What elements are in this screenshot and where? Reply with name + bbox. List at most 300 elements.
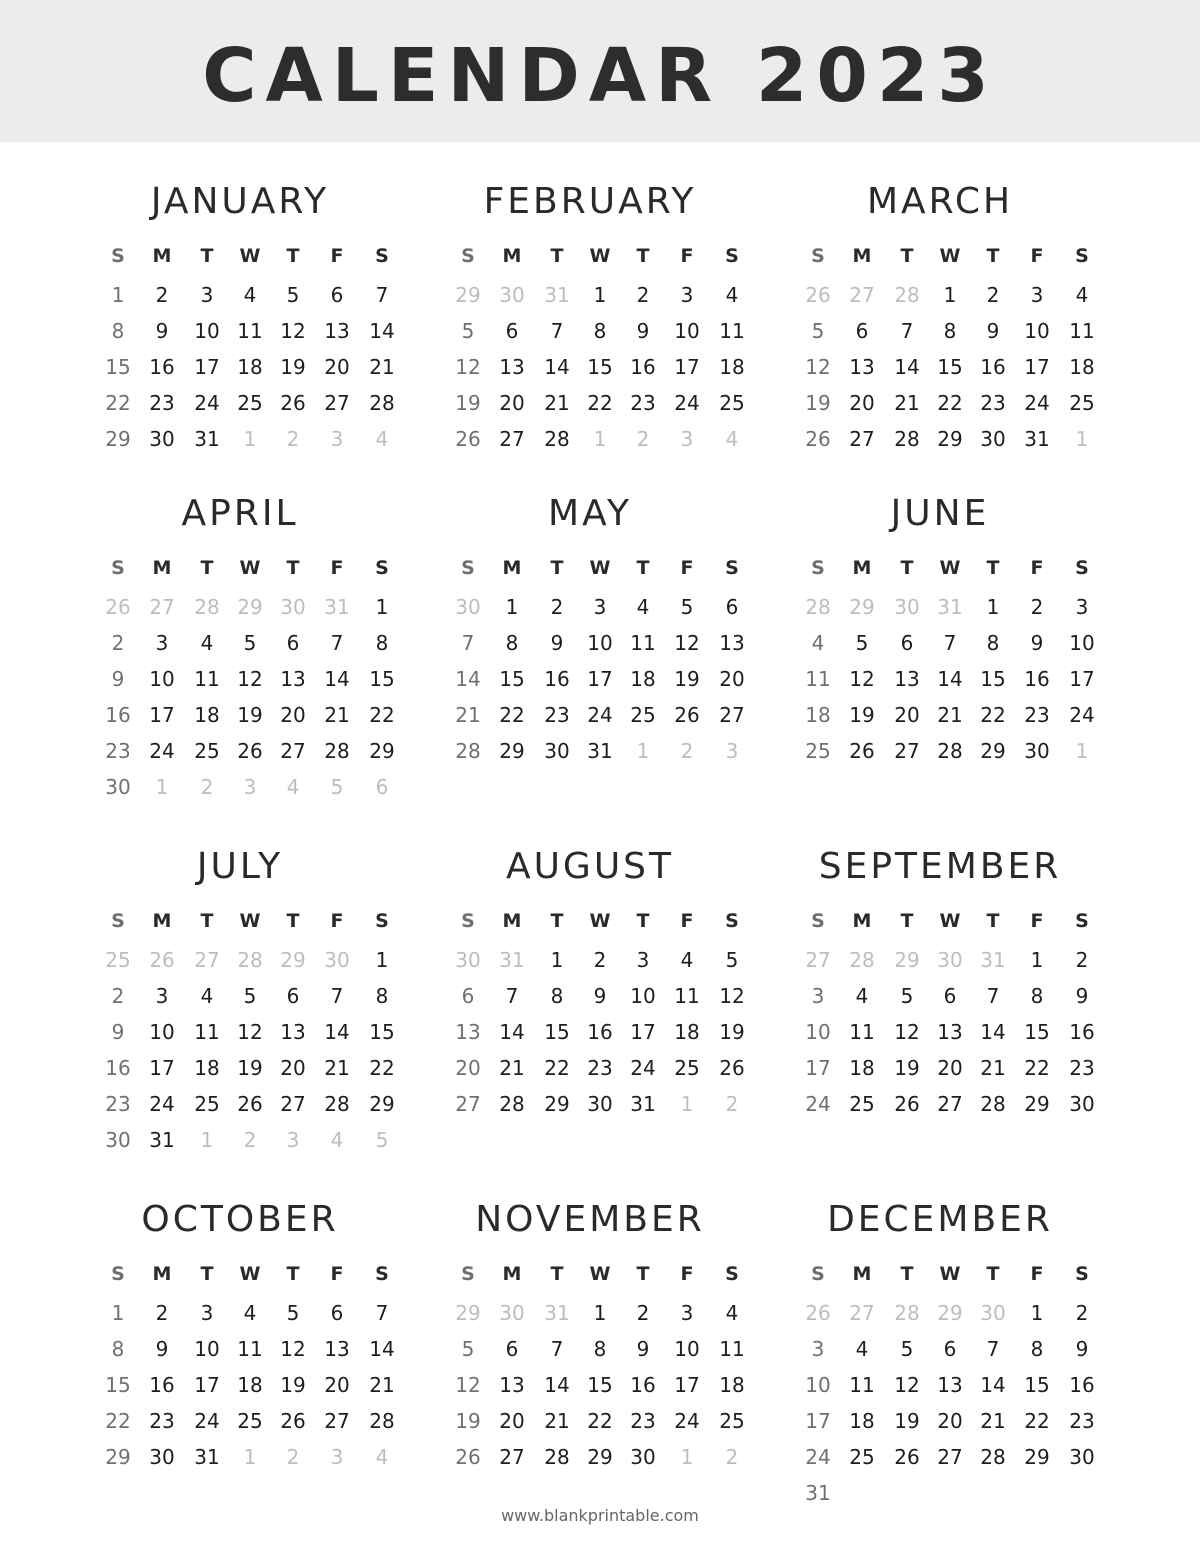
day-cell: 30 [630,1445,656,1469]
day-cell: 23 [980,391,1006,415]
month-name: APRIL [181,493,299,534]
month-name: FEBRUARY [483,181,697,222]
adjacent-month-day: 29 [937,1301,963,1325]
day-cell: 1 [111,283,125,307]
day-cell: 7 [986,984,1000,1008]
day-cell: 10 [674,1337,700,1361]
weekday-header: F [1030,557,1044,579]
day-cell: 10 [674,319,700,343]
month-february [430,180,750,500]
month-january [80,180,400,500]
adjacent-month-day: 28 [237,948,263,972]
month-may [430,492,750,812]
weekday-header: S [375,910,389,932]
day-cell: 30 [544,739,570,763]
day-cell: 13 [937,1373,963,1397]
month-december [780,1198,1100,1518]
day-cell: 8 [1030,984,1044,1008]
day-cell: 28 [937,739,963,763]
day-cell: 25 [849,1445,875,1469]
weekday-header: M [502,910,522,932]
weekday-header: W [589,910,611,932]
day-cell: 19 [719,1020,745,1044]
day-cell: 28 [544,1445,570,1469]
day-cell: 9 [593,984,607,1008]
day-cell: 8 [375,631,389,655]
weekday-header: S [811,557,825,579]
day-cell: 23 [1024,703,1050,727]
day-cell: 2 [636,1301,650,1325]
day-cell: 3 [636,948,650,972]
month-march [780,180,1100,500]
day-cell: 28 [324,1092,350,1116]
day-cell: 31 [587,739,613,763]
day-cell: 18 [719,1373,745,1397]
day-cell: 29 [499,739,525,763]
day-cell: 29 [1024,1092,1050,1116]
day-cell: 24 [805,1445,831,1469]
weekday-header: F [680,245,694,267]
adjacent-month-day: 5 [330,775,344,799]
day-cell: 20 [324,355,350,379]
day-cell: 17 [805,1056,831,1080]
day-cell: 20 [849,391,875,415]
adjacent-month-day: 28 [894,1301,920,1325]
day-cell: 24 [1069,703,1095,727]
day-cell: 1 [550,948,564,972]
day-cell: 12 [455,355,481,379]
day-cell: 16 [1069,1020,1095,1044]
weekday-header: T [550,557,564,579]
day-cell: 26 [805,427,831,451]
day-cell: 28 [980,1445,1006,1469]
day-cell: 2 [550,595,564,619]
day-cell: 3 [200,283,214,307]
day-cell: 25 [194,1092,220,1116]
month-name: DECEMBER [827,1199,1053,1240]
day-cell: 13 [455,1020,481,1044]
day-cell: 23 [105,739,131,763]
day-cell: 10 [805,1373,831,1397]
adjacent-month-day: 31 [544,1301,570,1325]
day-cell: 21 [369,355,395,379]
day-cell: 7 [330,631,344,655]
day-cell: 4 [1075,283,1089,307]
day-cell: 16 [587,1020,613,1044]
day-cell: 13 [849,355,875,379]
day-cell: 15 [587,1373,613,1397]
day-cell: 7 [986,1337,1000,1361]
day-cell: 31 [194,1445,220,1469]
day-cell: 15 [105,355,131,379]
weekday-header: W [589,245,611,267]
day-cell: 14 [369,319,395,343]
day-cell: 23 [630,1409,656,1433]
day-cell: 11 [674,984,700,1008]
day-cell: 22 [1024,1056,1050,1080]
weekday-header: T [200,910,214,932]
day-cell: 8 [1030,1337,1044,1361]
day-cell: 1 [375,595,389,619]
day-cell: 29 [587,1445,613,1469]
day-cell: 2 [1075,948,1089,972]
day-cell: 29 [937,427,963,451]
day-cell: 18 [237,355,263,379]
weekday-header: T [200,245,214,267]
day-cell: 13 [894,667,920,691]
day-cell: 30 [1069,1445,1095,1469]
adjacent-month-day: 28 [805,595,831,619]
day-cell: 26 [849,739,875,763]
day-cell: 25 [237,391,263,415]
day-cell: 12 [674,631,700,655]
day-cell: 26 [237,739,263,763]
day-cell: 16 [149,355,175,379]
adjacent-month-day: 30 [937,948,963,972]
weekday-header: F [1030,1263,1044,1285]
day-cell: 21 [544,391,570,415]
day-cell: 16 [544,667,570,691]
day-cell: 12 [280,319,306,343]
adjacent-month-day: 27 [849,283,875,307]
adjacent-month-day: 5 [375,1128,389,1152]
day-cell: 16 [980,355,1006,379]
day-cell: 29 [369,739,395,763]
day-cell: 13 [719,631,745,655]
weekday-header: F [680,557,694,579]
weekday-header: T [986,245,1000,267]
weekday-header: M [852,1263,872,1285]
weekday-header: S [111,910,125,932]
adjacent-month-day: 1 [680,1445,694,1469]
adjacent-month-day: 25 [105,948,131,972]
day-cell: 25 [194,739,220,763]
day-cell: 19 [805,391,831,415]
weekday-header: S [111,245,125,267]
day-cell: 15 [105,1373,131,1397]
adjacent-month-day: 2 [286,427,300,451]
day-cell: 30 [105,1128,131,1152]
day-cell: 22 [544,1056,570,1080]
day-cell: 22 [369,1056,395,1080]
adjacent-month-day: 29 [455,1301,481,1325]
day-cell: 27 [280,739,306,763]
weekday-header: F [1030,910,1044,932]
weekday-header: S [375,557,389,579]
day-cell: 14 [894,355,920,379]
adjacent-month-day: 4 [725,427,739,451]
day-cell: 31 [1024,427,1050,451]
day-cell: 4 [725,1301,739,1325]
adjacent-month-day: 1 [155,775,169,799]
adjacent-month-day: 30 [455,595,481,619]
day-cell: 19 [280,1373,306,1397]
day-cell: 13 [937,1020,963,1044]
day-cell: 25 [719,391,745,415]
day-cell: 6 [286,984,300,1008]
day-cell: 10 [805,1020,831,1044]
weekday-header: M [852,910,872,932]
adjacent-month-day: 30 [324,948,350,972]
day-cell: 21 [499,1056,525,1080]
day-cell: 26 [455,1445,481,1469]
day-cell: 23 [587,1056,613,1080]
day-cell: 18 [849,1409,875,1433]
day-cell: 2 [155,283,169,307]
day-cell: 14 [324,1020,350,1044]
day-cell: 15 [1024,1020,1050,1044]
day-cell: 9 [111,1020,125,1044]
weekday-header: T [550,1263,564,1285]
day-cell: 16 [630,1373,656,1397]
weekday-header: W [239,557,261,579]
adjacent-month-day: 26 [805,1301,831,1325]
day-cell: 18 [805,703,831,727]
day-cell: 12 [805,355,831,379]
day-cell: 19 [455,391,481,415]
day-cell: 26 [719,1056,745,1080]
day-cell: 6 [505,319,519,343]
day-cell: 4 [200,631,214,655]
weekday-header: S [461,557,475,579]
adjacent-month-day: 29 [455,283,481,307]
weekday-header: T [636,1263,650,1285]
adjacent-month-day: 31 [980,948,1006,972]
adjacent-month-day: 27 [849,1301,875,1325]
day-cell: 5 [855,631,869,655]
adjacent-month-day: 28 [894,283,920,307]
day-cell: 3 [1030,283,1044,307]
day-cell: 8 [593,1337,607,1361]
adjacent-month-day: 1 [593,427,607,451]
day-cell: 27 [324,391,350,415]
weekday-header: T [900,245,914,267]
day-cell: 14 [980,1020,1006,1044]
day-cell: 23 [630,391,656,415]
day-cell: 6 [461,984,475,1008]
day-cell: 6 [900,631,914,655]
day-cell: 17 [1024,355,1050,379]
day-cell: 27 [499,427,525,451]
weekday-header: T [900,557,914,579]
day-cell: 20 [719,667,745,691]
day-cell: 17 [194,355,220,379]
day-cell: 11 [719,319,745,343]
day-cell: 9 [1030,631,1044,655]
weekday-header: W [239,910,261,932]
adjacent-month-day: 30 [499,1301,525,1325]
day-cell: 22 [105,391,131,415]
day-cell: 23 [544,703,570,727]
day-cell: 16 [1069,1373,1095,1397]
month-name: SEPTEMBER [818,846,1062,887]
day-cell: 22 [369,703,395,727]
weekday-header: S [811,910,825,932]
weekday-header: M [152,245,172,267]
day-cell: 6 [725,595,739,619]
day-cell: 11 [719,1337,745,1361]
day-cell: 28 [324,739,350,763]
day-cell: 2 [593,948,607,972]
day-cell: 17 [149,703,175,727]
adjacent-month-day: 4 [375,427,389,451]
weekday-header: F [330,910,344,932]
adjacent-month-day: 1 [200,1128,214,1152]
month-november [430,1198,750,1518]
day-cell: 22 [980,703,1006,727]
weekday-header: T [636,910,650,932]
day-cell: 17 [149,1056,175,1080]
day-cell: 7 [550,1337,564,1361]
day-cell: 10 [630,984,656,1008]
day-cell: 22 [1024,1409,1050,1433]
day-cell: 2 [1075,1301,1089,1325]
day-cell: 5 [286,283,300,307]
day-cell: 19 [237,703,263,727]
adjacent-month-day: 3 [243,775,257,799]
weekday-header: F [1030,245,1044,267]
adjacent-month-day: 2 [243,1128,257,1152]
day-cell: 21 [324,703,350,727]
day-cell: 6 [943,1337,957,1361]
weekday-header: F [330,245,344,267]
day-cell: 5 [461,319,475,343]
day-cell: 1 [505,595,519,619]
weekday-header: T [286,1263,300,1285]
day-cell: 13 [280,667,306,691]
weekday-header: T [200,1263,214,1285]
day-cell: 17 [674,355,700,379]
day-cell: 9 [1075,1337,1089,1361]
day-cell: 28 [369,391,395,415]
day-cell: 28 [980,1092,1006,1116]
day-cell: 18 [194,703,220,727]
day-cell: 2 [1030,595,1044,619]
day-cell: 20 [499,1409,525,1433]
weekday-header: W [939,557,961,579]
day-cell: 28 [544,427,570,451]
day-cell: 25 [630,703,656,727]
adjacent-month-day: 31 [499,948,525,972]
day-cell: 3 [155,984,169,1008]
adjacent-month-day: 30 [499,283,525,307]
day-cell: 13 [499,1373,525,1397]
day-cell: 3 [811,984,825,1008]
weekday-header: S [375,1263,389,1285]
day-cell: 18 [674,1020,700,1044]
weekday-header: S [811,245,825,267]
day-cell: 4 [200,984,214,1008]
day-cell: 20 [324,1373,350,1397]
day-cell: 7 [900,319,914,343]
day-cell: 5 [243,631,257,655]
day-cell: 14 [499,1020,525,1044]
day-cell: 10 [149,1020,175,1044]
day-cell: 31 [630,1092,656,1116]
weekday-header: T [986,910,1000,932]
day-cell: 27 [324,1409,350,1433]
adjacent-month-day: 1 [1075,427,1089,451]
day-cell: 5 [286,1301,300,1325]
day-cell: 11 [1069,319,1095,343]
adjacent-month-day: 1 [636,739,650,763]
adjacent-month-day: 31 [937,595,963,619]
day-cell: 5 [900,1337,914,1361]
day-cell: 7 [550,319,564,343]
day-cell: 27 [455,1092,481,1116]
day-cell: 12 [237,1020,263,1044]
day-cell: 15 [544,1020,570,1044]
weekday-header: S [461,245,475,267]
month-august [430,845,750,1165]
weekday-header: W [939,245,961,267]
weekday-header: M [502,245,522,267]
day-cell: 21 [980,1056,1006,1080]
adjacent-month-day: 4 [286,775,300,799]
adjacent-month-day: 27 [194,948,220,972]
adjacent-month-day: 1 [243,427,257,451]
day-cell: 17 [587,667,613,691]
month-june [780,492,1100,812]
day-cell: 6 [855,319,869,343]
adjacent-month-day: 26 [805,283,831,307]
adjacent-month-day: 3 [680,427,694,451]
day-cell: 22 [499,703,525,727]
day-cell: 15 [369,667,395,691]
weekday-header: S [1075,557,1089,579]
weekday-header: W [939,910,961,932]
weekday-header: T [286,557,300,579]
adjacent-month-day: 2 [680,739,694,763]
weekday-header: S [811,1263,825,1285]
day-cell: 11 [194,1020,220,1044]
day-cell: 10 [194,319,220,343]
day-cell: 21 [544,1409,570,1433]
weekday-header: W [589,557,611,579]
day-cell: 24 [149,1092,175,1116]
day-cell: 5 [900,984,914,1008]
day-cell: 13 [280,1020,306,1044]
day-cell: 14 [544,355,570,379]
day-cell: 19 [674,667,700,691]
day-cell: 18 [237,1373,263,1397]
day-cell: 6 [286,631,300,655]
adjacent-month-day: 26 [149,948,175,972]
day-cell: 17 [805,1409,831,1433]
adjacent-month-day: 1 [680,1092,694,1116]
day-cell: 4 [811,631,825,655]
day-cell: 4 [243,1301,257,1325]
day-cell: 11 [237,1337,263,1361]
day-cell: 7 [461,631,475,655]
day-cell: 14 [544,1373,570,1397]
day-cell: 17 [1069,667,1095,691]
weekday-header: T [900,910,914,932]
day-cell: 23 [105,1092,131,1116]
day-cell: 23 [149,1409,175,1433]
day-cell: 20 [937,1409,963,1433]
day-cell: 24 [674,1409,700,1433]
day-cell: 1 [943,283,957,307]
adjacent-month-day: 2 [200,775,214,799]
day-cell: 28 [499,1092,525,1116]
day-cell: 20 [455,1056,481,1080]
day-cell: 15 [1024,1373,1050,1397]
day-cell: 24 [587,703,613,727]
day-cell: 11 [805,667,831,691]
day-cell: 8 [375,984,389,1008]
weekday-header: S [1075,245,1089,267]
